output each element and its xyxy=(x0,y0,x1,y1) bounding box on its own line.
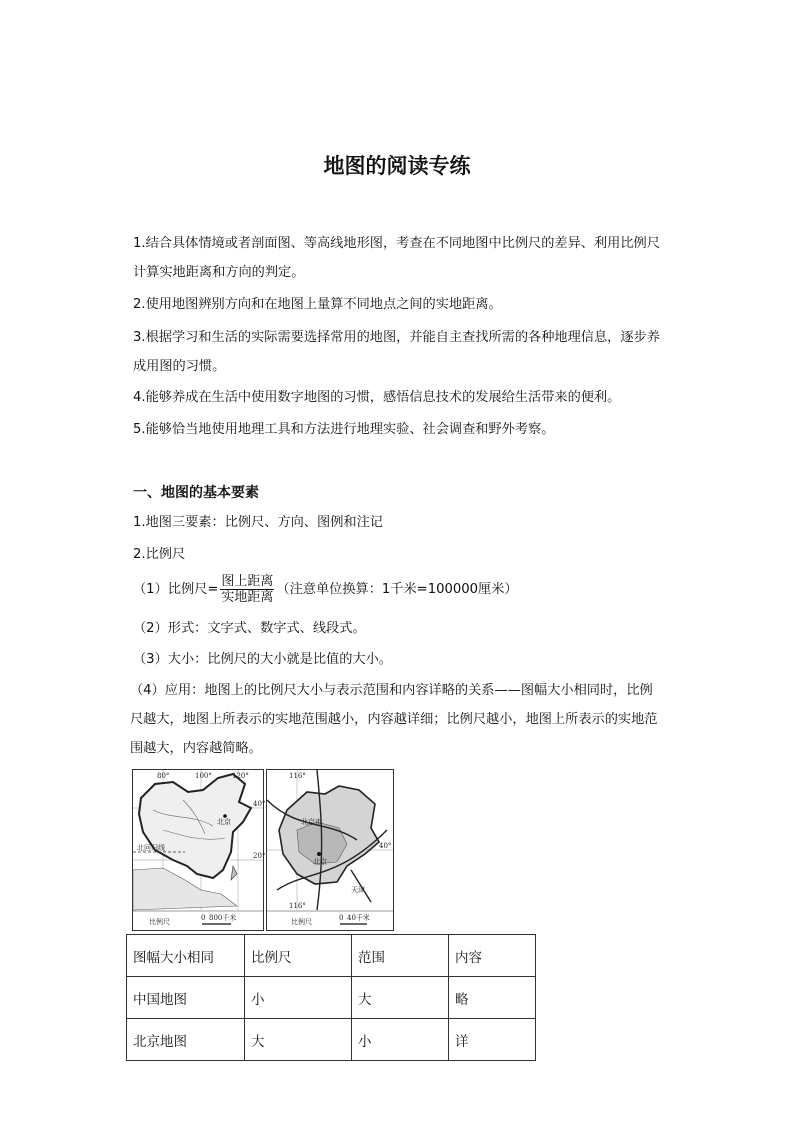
table-cell: 小 xyxy=(352,1019,449,1061)
china-lat-2: 20° xyxy=(253,852,266,860)
comparison-table xyxy=(126,934,536,1061)
table-row xyxy=(127,1019,536,1061)
beijing-city-label: 北京市 xyxy=(301,818,322,826)
china-scale-zero: 0 xyxy=(201,914,206,922)
formula-denominator: 实地距离 xyxy=(221,589,274,605)
beijing-scale-zero: 0 xyxy=(339,914,344,922)
china-city-label: 北京 xyxy=(217,818,231,826)
scale-size: （3）大小：比例尺的大小就是比值的大小。 xyxy=(133,652,392,667)
objective-3: 3.根据学习和生活的实际需要选择常用的地图，并能自主查找所需的各种地理信息，逐步养成用图的习惯。 xyxy=(133,330,660,374)
table-cell: 北京地图 xyxy=(127,1019,245,1061)
china-lat-1: 40° xyxy=(253,800,266,808)
table-header-cell: 图幅大小相同 xyxy=(127,935,245,977)
elements-item: 1.地图三要素：比例尺、方向、图例和注记 xyxy=(133,515,383,530)
beijing-lon-top: 116° xyxy=(289,772,306,780)
scale-formula xyxy=(133,572,518,608)
table-header-cell: 比例尺 xyxy=(245,935,352,977)
table-header-cell: 范围 xyxy=(352,935,449,977)
formula-numerator: 图上距离 xyxy=(221,573,274,589)
scale-form: （2）形式：文字式、数字式、线段式。 xyxy=(133,621,366,636)
table-cell: 小 xyxy=(245,977,352,1019)
china-lon-3: 120° xyxy=(232,772,249,780)
beijing-center-label: 北京 xyxy=(313,858,327,866)
objective-4: 4.能够养成在生活中使用数字地图的习惯，感悟信息技术的发展给生活带来的便利。 xyxy=(133,390,621,405)
beijing-scale-value: 40千米 xyxy=(347,914,370,922)
beijing-lon-bottom: 116° xyxy=(289,902,306,910)
table-cell: 略 xyxy=(449,977,536,1019)
page-title: 地图的阅读专练 xyxy=(323,154,471,178)
formula-prefix: （1）比例尺= xyxy=(133,582,219,597)
table-cell: 大 xyxy=(352,977,449,1019)
china-map xyxy=(132,769,264,931)
china-scale-label: 比例尺 xyxy=(149,918,170,926)
table-row xyxy=(127,977,536,1019)
table-cell: 大 xyxy=(245,1019,352,1061)
china-scale-value: 800千米 xyxy=(209,914,237,922)
section-heading: 一、地图的基本要素 xyxy=(133,485,259,501)
objective-2: 2.使用地图辨别方向和在地图上量算不同地点之间的实地距离。 xyxy=(133,297,502,312)
table-header-row xyxy=(127,935,536,977)
beijing-lat: 40° xyxy=(379,842,392,850)
formula-note: （注意单位换算：1千米=100000厘米） xyxy=(276,582,518,597)
scale-item: 2.比例尺 xyxy=(133,547,186,562)
beijing-map xyxy=(266,769,394,931)
scale-application: （4）应用：地图上的比例尺大小与表示范围和内容详略的关系——图幅大小相同时，比例尺越大，地图上所表示的实地范围越小，内容越详细；比例尺越小，地图上所表示的实地范围越大，内容越简略。 xyxy=(130,683,658,756)
china-tropic-label: 北回归线 xyxy=(137,844,165,852)
tianjin-label: 天津 xyxy=(351,886,365,894)
table-cell: 详 xyxy=(449,1019,536,1061)
china-lon-1: 80° xyxy=(157,772,170,780)
formula-fraction xyxy=(220,574,274,605)
objective-5: 5.能够恰当地使用地理工具和方法进行地理实验、社会调查和野外考察。 xyxy=(133,422,555,437)
objective-1: 1.结合具体情境或者剖面图、等高线地形图，考查在不同地图中比例尺的差异、利用比例尺计算实地距离和方向的判定。 xyxy=(133,236,660,280)
beijing-scale-label: 比例尺 xyxy=(291,918,312,926)
table-cell: 中国地图 xyxy=(127,977,245,1019)
china-lon-2: 100° xyxy=(195,772,212,780)
table-header-cell: 内容 xyxy=(449,935,536,977)
